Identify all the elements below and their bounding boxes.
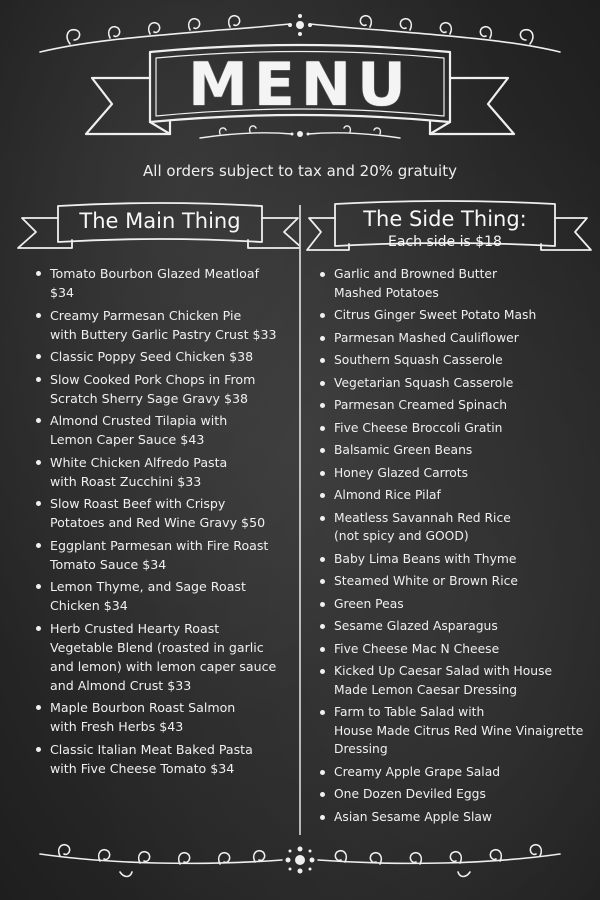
side-dish-list [318, 265, 592, 830]
list-item: Green Peas [318, 595, 592, 614]
list-item: Farm to Table Salad with House Made Citrus Red Wine Vinaigrette Dressing [318, 703, 592, 759]
list-item: Honey Glazed Carrots [318, 464, 592, 483]
list-item: Tomato Bourbon Glazed Meatloaf $34 [34, 264, 296, 302]
list-item: Five Cheese Broccoli Gratin [318, 419, 592, 438]
list-item: Herb Crusted Hearty Roast Vegetable Blend (roasted in garlic and lemon) with lemon caper sauce and Almond Crust $33 [34, 619, 296, 695]
list-item: Southern Squash Casserole [318, 351, 592, 370]
side-price-note: Each side is $18 [388, 234, 502, 250]
list-item: Almond Rice Pilaf [318, 486, 592, 505]
menu-title: MENU [188, 50, 412, 120]
list-item: Slow Roast Beef with Crispy Potatoes and Red Wine Gravy $50 [34, 494, 296, 532]
list-item: Classic Italian Meat Baked Pasta with Five Cheese Tomato $34 [34, 740, 296, 778]
list-item: Baby Lima Beans with Thyme [318, 550, 592, 569]
list-item: White Chicken Alfredo Pasta with Roast Zucchini $33 [34, 453, 296, 491]
side-column-title: The Side Thing: [363, 207, 527, 231]
gratuity-note: All orders subject to tax and 20% gratuity [143, 162, 457, 180]
list-item: Creamy Apple Grape Salad [318, 763, 592, 782]
list-item: Vegetarian Squash Casserole [318, 374, 592, 393]
main-column-title: The Main Thing [79, 209, 241, 233]
list-item: Slow Cooked Pork Chops in From Scratch Sherry Sage Gravy $38 [34, 370, 296, 408]
list-item: Meatless Savannah Red Rice (not spicy and GOOD) [318, 509, 592, 546]
list-item: Almond Crusted Tilapia with Lemon Caper Sauce $43 [34, 411, 296, 449]
column-divider [299, 205, 301, 835]
bottom-flourish [0, 828, 600, 888]
list-item: Kicked Up Caesar Salad with House Made Lemon Caesar Dressing [318, 662, 592, 699]
list-item: Parmesan Mashed Cauliflower [318, 329, 592, 348]
list-item: Citrus Ginger Sweet Potato Mash [318, 306, 592, 325]
list-item: Maple Bourbon Roast Salmon with Fresh Herbs $43 [34, 698, 296, 736]
list-item: Lemon Thyme, and Sage Roast Chicken $34 [34, 577, 296, 615]
list-item: Classic Poppy Seed Chicken $38 [34, 347, 296, 366]
main-dish-list [34, 264, 296, 781]
list-item: Eggplant Parmesan with Fire Roast Tomato Sauce $34 [34, 536, 296, 574]
list-item: Asian Sesame Apple Slaw [318, 808, 592, 827]
list-item: One Dozen Deviled Eggs [318, 785, 592, 804]
list-item: Creamy Parmesan Chicken Pie with Buttery Garlic Pastry Crust $33 [34, 306, 296, 344]
list-item: Five Cheese Mac N Cheese [318, 640, 592, 659]
list-item: Garlic and Browned Butter Mashed Potatoes [318, 265, 592, 302]
list-item: Steamed White or Brown Rice [318, 572, 592, 591]
list-item: Parmesan Creamed Spinach [318, 396, 592, 415]
list-item: Sesame Glazed Asparagus [318, 617, 592, 636]
list-item: Balsamic Green Beans [318, 441, 592, 460]
